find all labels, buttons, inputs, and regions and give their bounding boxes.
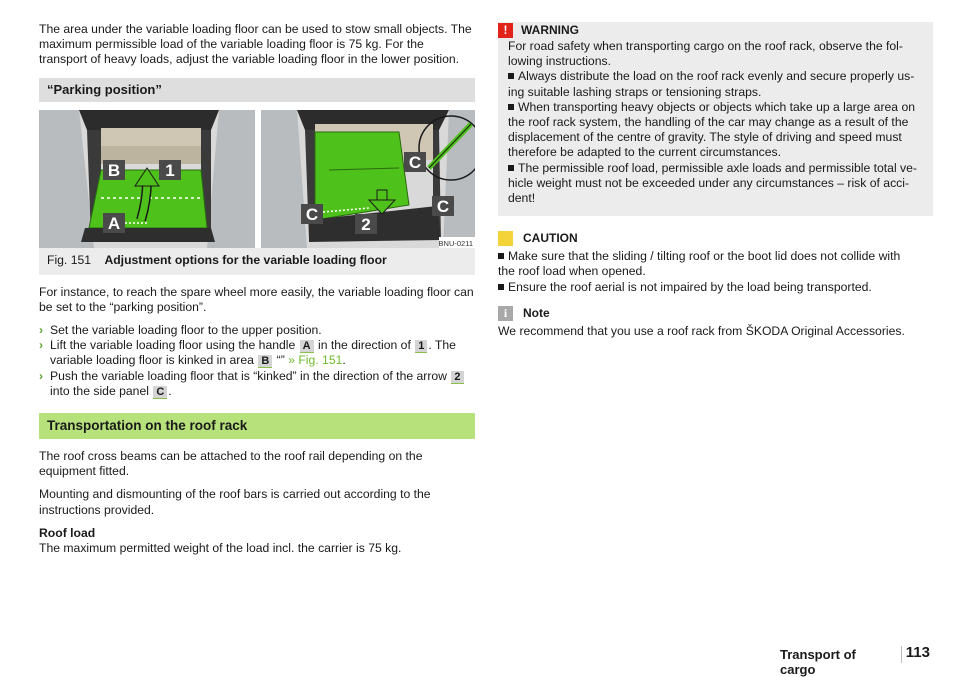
page-footer <box>780 644 940 677</box>
figure-caption <box>39 248 475 275</box>
warning-bullet: Always distribute the load on the roof rack evenly and secure properly us- ing suitable lashing straps or tensioning straps. <box>508 69 915 99</box>
figure-link[interactable]: » Fig. 151 <box>288 353 343 368</box>
bullet-square-icon <box>508 73 514 79</box>
step-3: › Push the variable loading floor that is “kinked” in the direction of the arrow 2 into the side panel C . <box>39 369 475 399</box>
note-title: Note <box>523 305 550 320</box>
roof-paragraph-1: The roof cross beams can be attached to the roof rail depending on the equipment fitted. <box>39 449 423 479</box>
parking-paragraph: For instance, to reach the spare wheel more easily, the variable loading floor can be set to the “parking position”. <box>39 284 474 314</box>
key-c: C <box>153 386 167 399</box>
note-box <box>498 305 933 339</box>
caution-bullet: Make sure that the sliding / tilting roof or the boot lid does not collide with the roof load when opened. <box>498 249 901 279</box>
figure-code: BNU-0211 <box>438 238 473 248</box>
right-column <box>498 22 933 339</box>
key-1: 1 <box>415 340 427 353</box>
caution-bullet: Ensure the roof aerial is not impaired by the load being transported. <box>498 280 933 295</box>
bullet-square-icon <box>508 165 514 171</box>
footer-section-title: Transport of cargo <box>780 647 856 677</box>
left-column <box>39 22 475 564</box>
key-2: 2 <box>451 371 463 384</box>
label-c-right: C <box>436 196 450 216</box>
note-text: We recommend that you use a roof rack from ŠKODA Original Accessories. <box>498 323 905 338</box>
caution-header <box>498 230 933 247</box>
page-number: 113 <box>905 644 930 661</box>
figure-title: Adjustment options for the variable loading floor <box>104 252 387 267</box>
label-1: 1 <box>165 160 175 180</box>
step-arrow-icon: › <box>39 368 44 383</box>
footer-separator <box>901 646 902 663</box>
figure-number: Fig. 151 <box>47 252 92 267</box>
label-c-top: C <box>408 152 422 172</box>
note-header <box>498 305 933 322</box>
intro-paragraph: The area under the variable loading floor can be used to stow small objects. The maximum permissible load of the variable loading floor is 75 kg. For the transport of heavy loads, adjust the variable loading floor in the lower position. <box>39 22 472 67</box>
warning-line: lowing instructions. <box>508 54 611 69</box>
section-heading-roof: Transportation on the roof rack <box>39 413 475 439</box>
caution-box <box>498 230 933 295</box>
boot-illustration <box>39 110 475 248</box>
warning-box <box>498 22 933 216</box>
bullet-square-icon <box>508 104 514 110</box>
section-heading-parking: “Parking position” <box>39 78 475 102</box>
warning-bullet: When transporting heavy objects or objects which take up a large area on the roof rack system, the handling of the car may change as a result of the displacement of the centre of gravity. The style of driving and speed must therefore be adapted to the current circumstances. <box>508 99 915 160</box>
caution-icon <box>498 231 513 246</box>
label-a: A <box>107 213 121 233</box>
key-a: A <box>300 340 314 353</box>
roof-load-text: The maximum permitted weight of the load incl. the carrier is 75 kg. <box>39 541 402 556</box>
warning-bullet: The permissible roof load, permissible axle loads and permissible total ve- hicle weight must not be exceeded under any circumstances – risk of acci- dent! <box>508 160 917 206</box>
label-c-left: C <box>305 204 319 224</box>
roof-paragraph-2: Mounting and dismounting of the roof bars is carried out according to the instructions provided. <box>39 487 431 517</box>
warning-header <box>503 22 925 39</box>
warning-title: WARNING <box>521 22 579 37</box>
label-2: 2 <box>361 214 371 234</box>
bullet-square-icon <box>498 284 504 290</box>
bullet-square-icon <box>498 253 504 259</box>
step-arrow-icon: › <box>39 338 44 353</box>
step-arrow-icon: › <box>39 323 44 338</box>
warning-line: For road safety when transporting cargo on the roof rack, observe the fol- <box>508 39 903 53</box>
info-icon: i <box>498 306 513 321</box>
label-b: B <box>107 160 121 180</box>
key-b: B <box>258 355 272 368</box>
warning-icon: ! <box>498 23 513 38</box>
figure-image <box>39 110 475 248</box>
step-1: › Set the variable loading floor to the upper position. <box>39 323 322 338</box>
roof-load-heading: Roof load <box>39 525 96 540</box>
caution-title: CAUTION <box>523 231 578 246</box>
step-2: › Lift the variable loading floor using the handle A in the direction of 1 . The variable loading floor is kinked in area B “” » Fig. 151. <box>39 338 456 368</box>
